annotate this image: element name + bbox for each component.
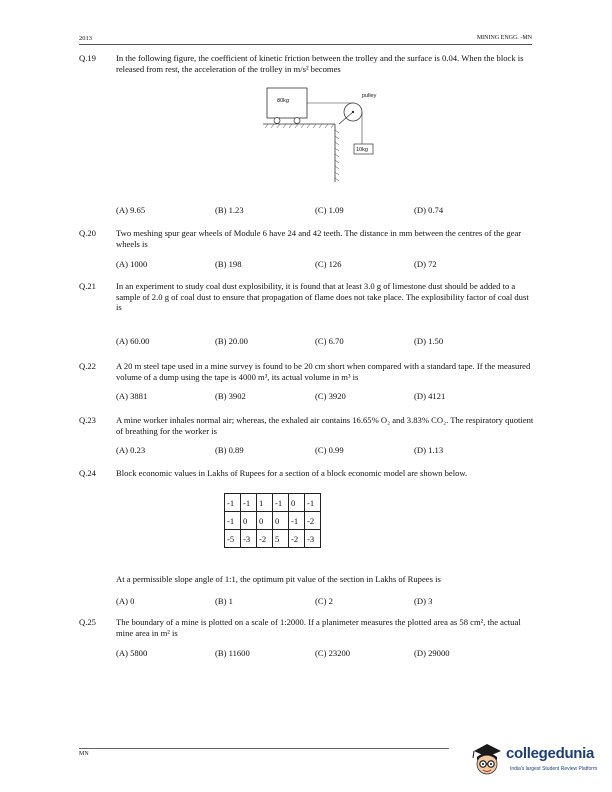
block-value-table: [224, 493, 321, 548]
options-24: [116, 596, 536, 607]
options-21: [116, 336, 536, 347]
trolley-pulley-figure: [255, 82, 385, 184]
option-b[interactable]: (B) 3902: [215, 391, 246, 401]
header-year: 2013: [79, 35, 92, 42]
option-c[interactable]: (C) 0.99: [315, 445, 344, 455]
option-a[interactable]: (A) 9.65: [116, 205, 146, 215]
table-row: [225, 530, 321, 548]
question-text: A mine worker inhales normal air; whereas, the exhaled air contains 16.65% O₂ and 3.83% CO₂. The respiratory quotient of breathing for the worker is: [116, 415, 534, 436]
logo-tagline: India's largest Student Review Platform: [510, 766, 598, 772]
options-20: [116, 259, 536, 270]
option-b[interactable]: (B) 0.89: [215, 445, 244, 455]
option-a[interactable]: (A) 3881: [116, 391, 148, 401]
table-row: [225, 512, 321, 530]
table-cell: 0: [289, 494, 305, 512]
option-c[interactable]: (C) 126: [315, 259, 342, 269]
option-d[interactable]: (D) 1.50: [414, 336, 444, 346]
option-c[interactable]: (C) 3920: [315, 391, 346, 401]
table-row: [225, 494, 321, 512]
option-a[interactable]: (A) 5800: [116, 648, 148, 658]
option-b[interactable]: (B) 1.23: [215, 205, 244, 215]
table-cell: -1: [289, 512, 305, 530]
question-24-followup: [79, 574, 534, 585]
block-mass-label: 10kg: [356, 147, 368, 153]
options-23: [116, 445, 536, 456]
question-number: Q.25: [79, 617, 96, 627]
option-c[interactable]: (C) 6.70: [315, 336, 344, 346]
option-d[interactable]: (D) 29000: [414, 648, 450, 658]
question-number: Q.20: [79, 228, 96, 238]
question-number: Q.21: [79, 281, 96, 291]
table-cell: 0: [257, 512, 273, 530]
pulley-label: pulley: [362, 93, 377, 99]
collegedunia-logo[interactable]: [468, 741, 604, 779]
option-c[interactable]: (C) 2: [315, 596, 333, 606]
question-23: [79, 415, 534, 436]
option-a[interactable]: (A) 60.00: [116, 336, 150, 346]
footer-code: MN: [79, 751, 89, 757]
option-d[interactable]: (D) 1.13: [414, 445, 444, 455]
table-cell: 5: [273, 530, 289, 548]
question-text: Two meshing spur gear wheels of Module 6 have 24 and 42 teeth. The distance in mm between the centres of the gear wheels is: [116, 228, 522, 249]
question-21: [79, 281, 534, 313]
question-number: Q.22: [79, 361, 96, 371]
question-number: Q.19: [79, 53, 96, 63]
question-22: [79, 361, 534, 382]
option-a[interactable]: (A) 0: [116, 596, 135, 606]
option-c[interactable]: (C) 23200: [315, 648, 351, 658]
option-b[interactable]: (B) 1: [215, 596, 233, 606]
option-b[interactable]: (B) 20.00: [215, 336, 248, 346]
option-d[interactable]: (D) 4121: [414, 391, 446, 401]
question-text: The boundary of a mine is plotted on a scale of 1:2000. If a planimeter measures the plotted area as 58 cm², the actual mine area in m² is: [116, 617, 521, 638]
table-cell: -3: [305, 530, 321, 548]
trolley-mass-label: 80kg: [277, 98, 289, 104]
option-a[interactable]: (A) 0.23: [116, 445, 146, 455]
option-d[interactable]: (D) 3: [414, 596, 433, 606]
table-cell: -1: [305, 494, 321, 512]
table-cell: 0: [273, 512, 289, 530]
table-cell: -1: [225, 512, 241, 530]
question-number: Q.23: [79, 415, 96, 425]
question-text: In the following figure, the coefficient of kinetic friction between the trolley and the surface is 0.04. When the block is released from rest, the acceleration of the trolley in m/s² becomes: [116, 53, 524, 74]
question-24: [79, 468, 534, 479]
footer-rule: [79, 748, 449, 749]
options-19: [116, 205, 536, 216]
table-cell: -1: [225, 494, 241, 512]
question-text: Block economic values in Lakhs of Rupees for a section of a block economic model are shown below.: [116, 468, 468, 478]
options-25: [116, 648, 536, 659]
table-cell: -2: [305, 512, 321, 530]
question-19: [79, 53, 534, 74]
option-d[interactable]: (D) 0.74: [414, 205, 444, 215]
table-cell: -2: [257, 530, 273, 548]
option-a[interactable]: (A) 1000: [116, 259, 148, 269]
table-cell: -1: [241, 494, 257, 512]
table-cell: -3: [241, 530, 257, 548]
table-cell: -2: [289, 530, 305, 548]
header-paper: MINING ENGG. -MN: [476, 35, 532, 41]
option-c[interactable]: (C) 1.09: [315, 205, 344, 215]
table-cell: -1: [273, 494, 289, 512]
table-cell: 1: [257, 494, 273, 512]
option-b[interactable]: (B) 198: [215, 259, 242, 269]
header-rule: [79, 44, 532, 45]
option-b[interactable]: (B) 11600: [215, 648, 250, 658]
option-d[interactable]: (D) 72: [414, 259, 437, 269]
question-20: [79, 228, 534, 249]
question-25: [79, 617, 534, 638]
question-text: A 20 m steel tape used in a mine survey is found to be 20 cm short when compared with a standard tape. If the measured volume of a dump using the tape is 4000 m³, its actual volume in m³ is: [116, 361, 531, 382]
logo-brand: collegedunia: [506, 745, 595, 762]
table-cell: 0: [241, 512, 257, 530]
question-followup-text: At a permissible slope angle of 1:1, the optimum pit value of the section in Lakhs of Rupees is: [116, 574, 441, 584]
question-text: In an experiment to study coal dust explosibility, it is found that at least 3.0 g of limestone dust should be added to a sample of 2.0 g of coal dust to ensure that propagation of flame does not take place. The explosibility factor of coal dust is: [116, 281, 529, 313]
options-22: [116, 391, 536, 402]
question-number: Q.24: [79, 468, 96, 478]
mascot-icon: [468, 741, 506, 779]
table-cell: -5: [225, 530, 241, 548]
